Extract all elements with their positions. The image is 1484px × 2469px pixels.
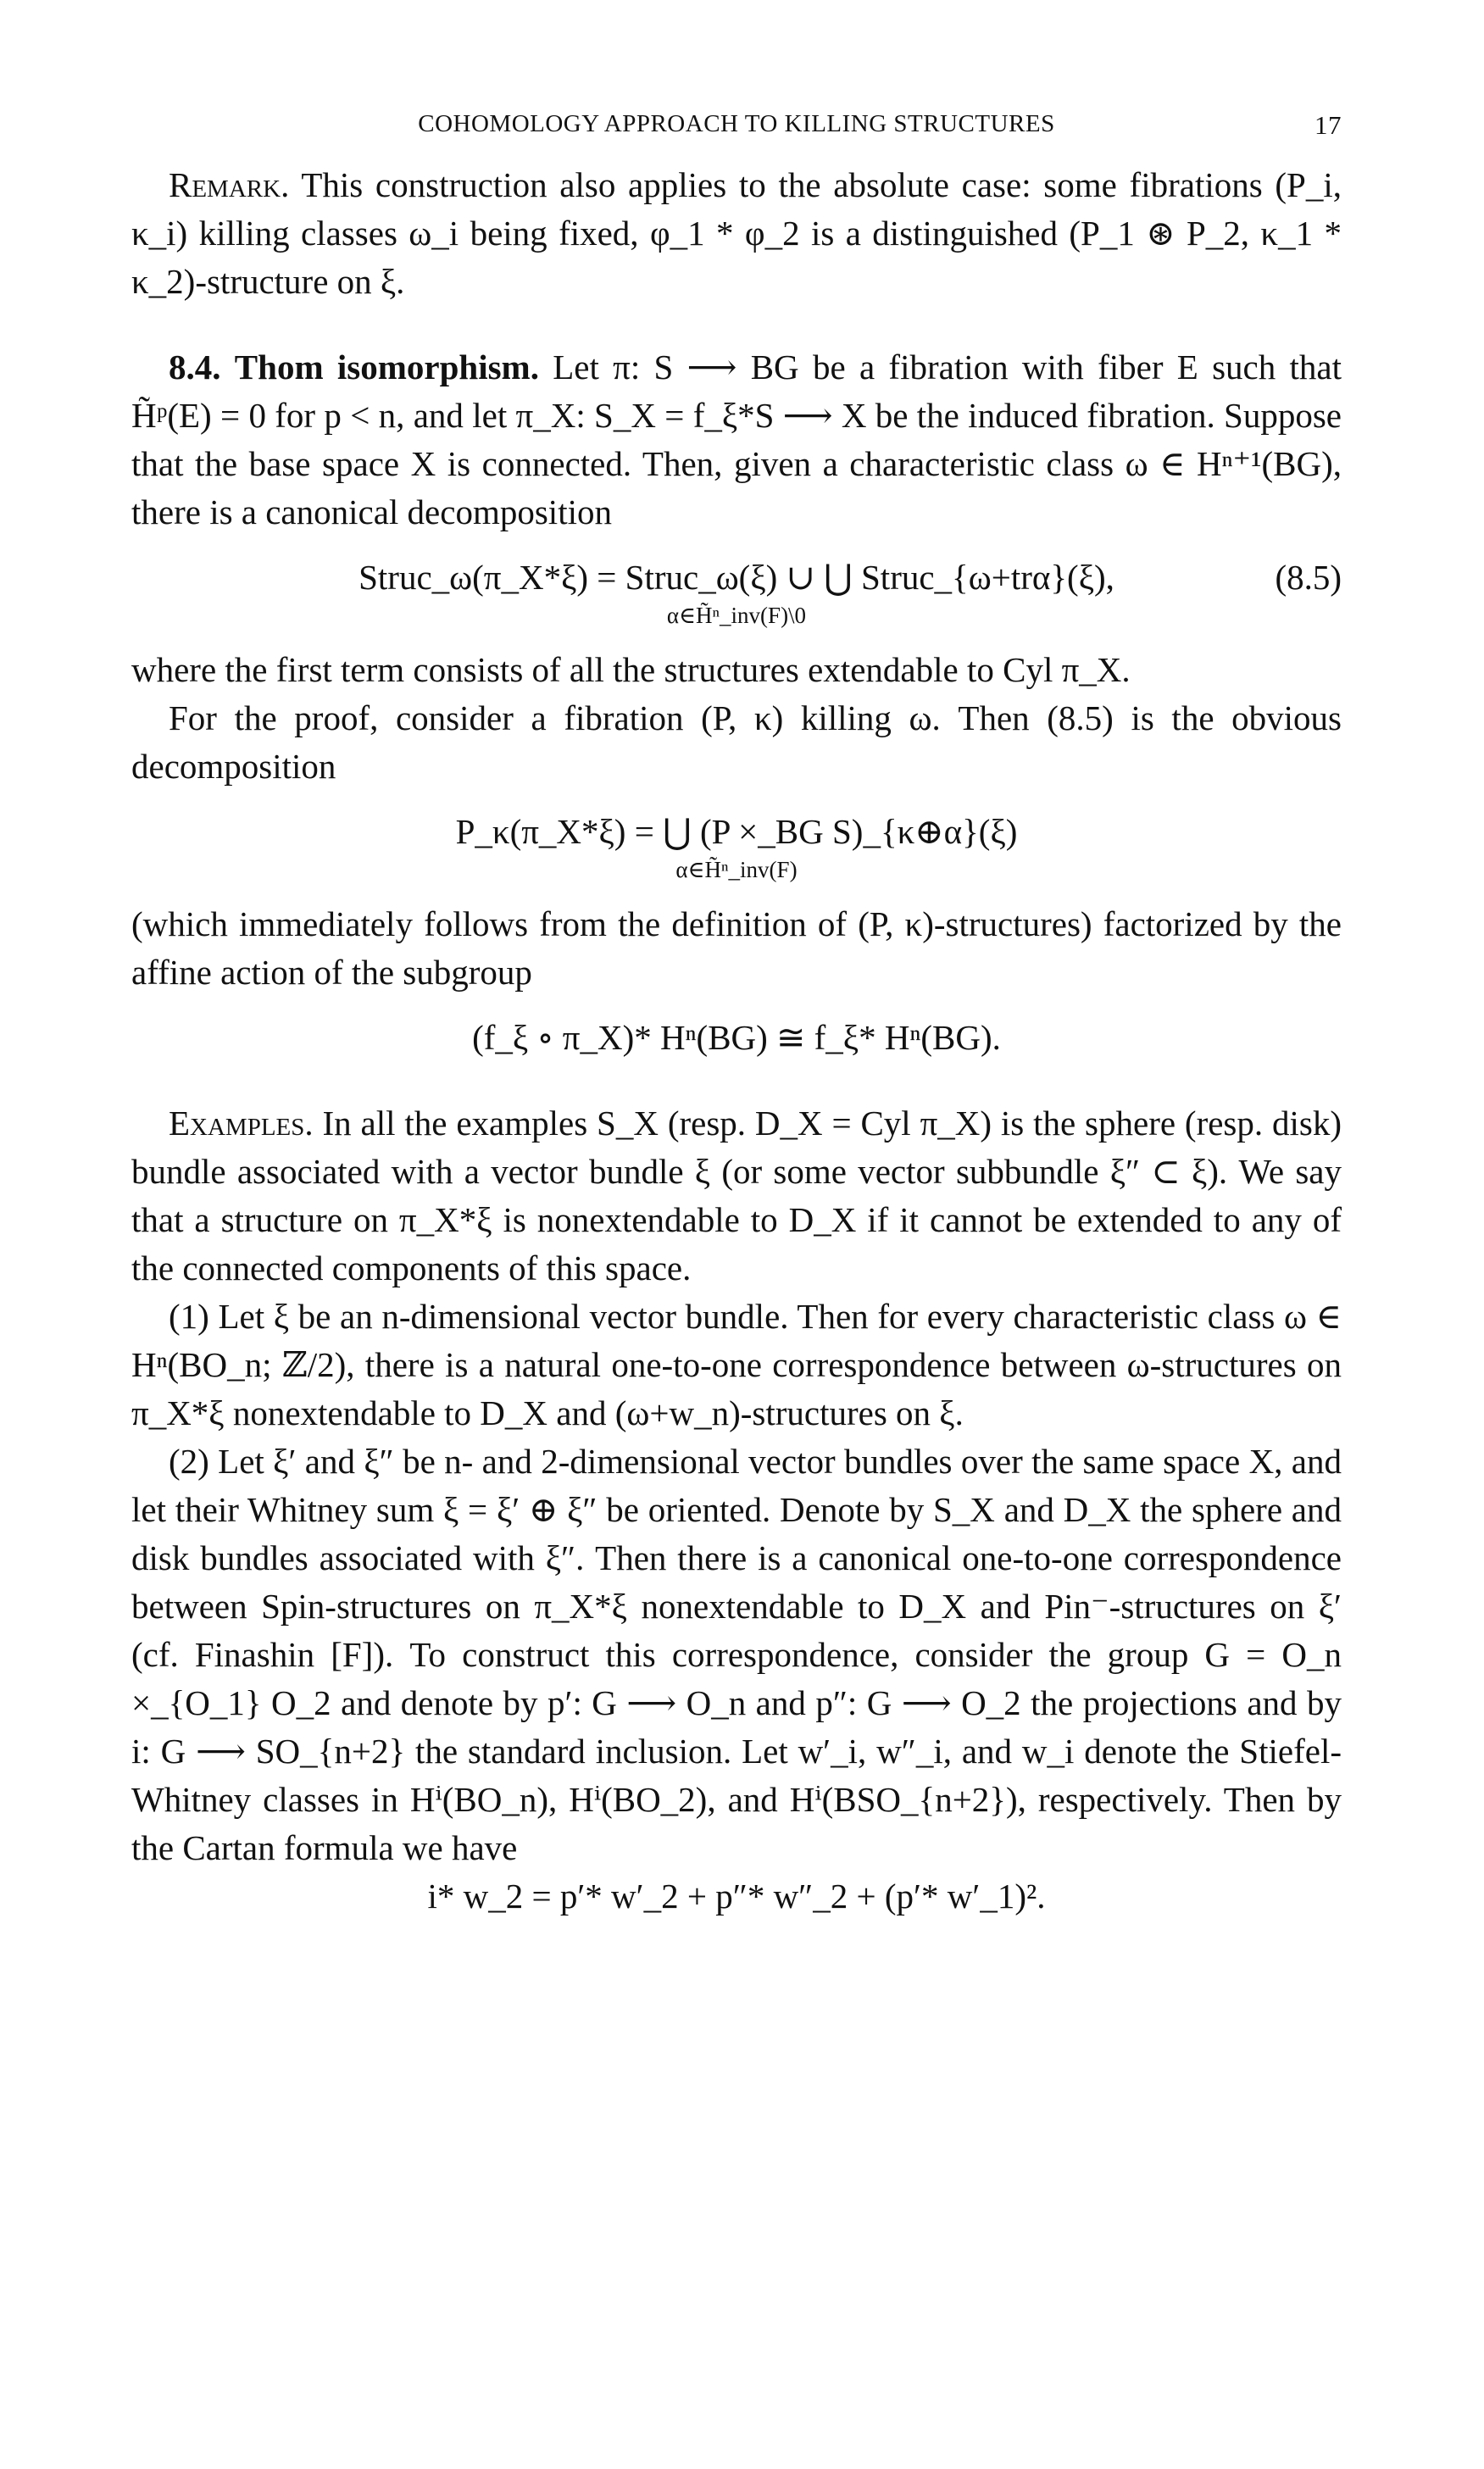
equation-8-5-body: Struc_ω(π_X*ξ) = Struc_ω(ξ) ∪ ⋃ Struc_{ω+trα}(ξ), [358,558,1114,597]
equation-8-5 [131,553,1342,629]
equation-8-5-tag: (8.5) [1275,558,1342,597]
section-intro: Let π: S ⟶ BG be a fibration with fiber E such that H̃ᵖ(E) = 0 for p < n, and let π_X: S_X = f_ξ*S ⟶ X be the induced fibration. Suppose that the base space X is connected. Then, given a characteristic class ω ∈ Hⁿ⁺¹(BG), there is a canonical decomposition [131,348,1342,531]
equation-cartan: i* w_2 = p′* w′_2 + p″* w″_2 + (p′* w′_1)². [427,1877,1046,1916]
examples-label: Examples. [169,1104,314,1143]
running-header [131,110,1342,161]
after-equation-8-5: where the first term consists of all the structures extendable to Cyl π_X. [131,650,1131,689]
section-number: 8.4. [169,348,221,386]
section-paragraph [131,343,1342,537]
remark-label: Remark. [169,165,290,204]
remark-text: This construction also applies to the absolute case: some fibrations (P_i, κ_i) killing classes ω_i being fixed, φ_1 * φ_2 is a distinguished (P_1 ⊛ P_2, κ_1 * κ_2)-structure on ξ. [131,165,1342,301]
equation-8-5-union-index: α∈H̃ⁿ_inv(F)\0 [666,603,807,628]
example-item-1: (1) Let ξ be an n-dimensional vector bundle. Then for every characteristic class ω ∈ Hⁿ(BO_n; ℤ/2), there is a natural one-to-one correspondence between ω-structures on π_X*ξ nonextendable to D_X and (ω+w_n)-structures on ξ. [131,1297,1342,1432]
example-item-2: (2) Let ξ′ and ξ″ be n- and 2-dimensional vector bundles over the same space X, and let their Whitney sum ξ = ξ′ ⊕ ξ″ be oriented. Denote by S_X and D_X the sphere and disk bundles associated with ξ″. Then there is a canonical one-to-one correspondence between Spin-structures on π_X*ξ nonextendable to D_X and Pin⁻-structures on ξ′ (cf. Finashin [F]). To construct this correspondence, consider the group G = O_n ×_{O_1} O_2 and denote by p′: G ⟶ O_n and p″: G ⟶ O_2 the projections and by i: G ⟶ SO_{n+2} the standard inclusion. Let w′_i, w″_i, and w_i denote the Stiefel-Whitney classes in Hⁱ(BO_n), Hⁱ(BO_2), and Hⁱ(BSO_{n+2}), respectively. Then by the Cartan formula we have [131,1442,1342,1867]
section-title: Thom isomorphism. [234,348,539,386]
equation-decomposition-union-index: α∈H̃ⁿ_inv(F) [675,857,798,882]
examples-intro: In all the examples S_X (resp. D_X = Cyl π_X) is the sphere (resp. disk) bundle associated with a vector bundle ξ (or some vector subbundle ξ″ ⊂ ξ). We say that a structure on π_X*ξ is nonextendable to D_X if it cannot be extended to any of the connected components of this space. [131,1104,1342,1287]
proof-intro: For the proof, consider a fibration (P, κ) killing ω. Then (8.5) is the obvious decomposition [131,698,1342,786]
page-number: 17 [1314,110,1342,140]
examples-paragraph [131,1099,1342,1293]
equation-decomposition-body: P_κ(π_X*ξ) = ⋃ (P ×_BG S)_{κ⊕α}(ξ) [455,812,1018,851]
remark-paragraph [131,161,1342,306]
running-title: COHOMOLOGY APPROACH TO KILLING STRUCTURES [418,110,1055,137]
equation-subgroup: (f_ξ ∘ π_X)* Hⁿ(BG) ≅ f_ξ* Hⁿ(BG). [472,1018,1001,1057]
page [131,110,1342,1921]
after-equation-decomposition: (which immediately follows from the definition of (P, κ)-structures) factorized by the affine action of the subgroup [131,904,1342,992]
equation-decomposition [131,808,1342,883]
